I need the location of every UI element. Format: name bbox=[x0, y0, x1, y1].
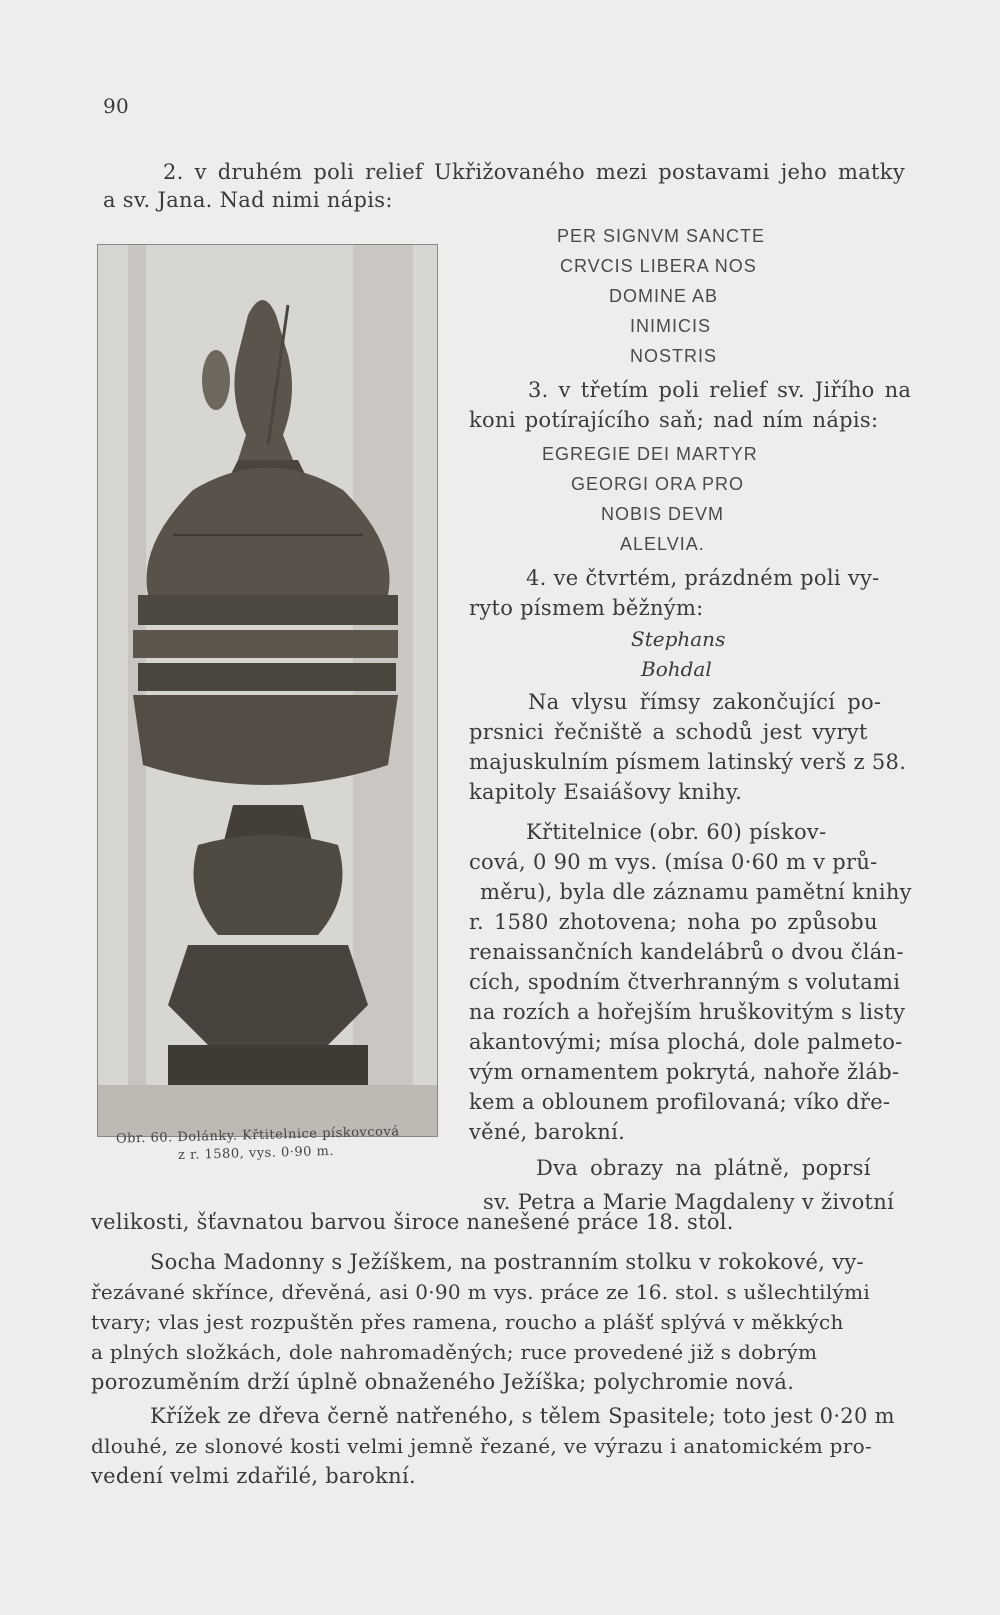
text-line: na rozích a hořejším hruškovitým s listy bbox=[469, 1000, 906, 1024]
text-line: cích, spodním čtverhranným s volutami bbox=[469, 970, 901, 994]
baptismal-font-photo bbox=[97, 244, 438, 1137]
text-line: porozuměním drží úplně obnaženého Ježíška; polychromie nová. bbox=[91, 1370, 795, 1394]
text-line: kem a oblounem profilovaná; víko dře- bbox=[469, 1090, 891, 1114]
inscription-line: INIMICIS bbox=[630, 316, 712, 336]
text-line: Na vlysu římsy zakončující po- bbox=[528, 690, 882, 714]
text-line: velikosti, šťavnatou barvou široce nanešené práce 18. stol. bbox=[91, 1210, 734, 1234]
text-line: r. 1580 zhotovena; noha po způsobu bbox=[469, 910, 878, 934]
signature-line: Stephans bbox=[631, 627, 726, 651]
text-line: a plných složkách, dole nahromaděných; ruce provedené již s dobrým bbox=[91, 1340, 818, 1364]
inscription-line: GEORGI ORA PRO bbox=[571, 474, 745, 494]
text-line: akantovými; mísa plochá, dole palmeto- bbox=[469, 1030, 903, 1054]
text-line: Křtitelnice (obr. 60) pískov- bbox=[526, 820, 827, 844]
figure-caption-line: Obr. 60. Dolánky. Křtitelnice pískovcová bbox=[115, 1124, 400, 1147]
inscription-line: EGREGIE DEI MARTYR bbox=[542, 444, 758, 464]
inscription-line: CRVCIS LIBERA NOS bbox=[560, 256, 757, 276]
text-line: Socha Madonny s Ježíškem, na postranním stolku v rokokové, vy- bbox=[150, 1250, 864, 1274]
page-number: 90 bbox=[103, 94, 130, 118]
text-line: cová, 0 90 m vys. (mísa 0·60 m v prů- bbox=[469, 850, 878, 874]
text-line: Křížek ze dřeva černě natřeného, s tělem Spasitele; toto jest 0·20 m bbox=[150, 1404, 895, 1428]
text-line: sv. Petra a Marie Magdaleny v životní bbox=[483, 1190, 895, 1214]
text-line: vedení velmi zdařilé, barokní. bbox=[91, 1464, 416, 1488]
text-line: vým ornamentem pokrytá, nahoře žláb- bbox=[469, 1060, 900, 1084]
figure-caption-line: z r. 1580, vys. 0·90 m. bbox=[177, 1143, 335, 1164]
inscription-line: ALELVIA. bbox=[620, 534, 705, 554]
text-line: 2. v druhém poli relief Ukřižovaného mezi postavami jeho matky bbox=[163, 160, 905, 184]
text-line: koni potírajícího saň; nad ním nápis: bbox=[469, 408, 879, 432]
inscription-line: NOSTRIS bbox=[630, 346, 718, 366]
text-line: měru), byla dle záznamu pamětní knihy bbox=[480, 880, 912, 904]
inscription-line: NOBIS DEVM bbox=[601, 504, 725, 524]
text-line: renaissančních kandelábrů o dvou člán- bbox=[469, 940, 904, 964]
text-line: řezávané skřínce, dřevěná, asi 0·90 m vys. práce ze 16. stol. s ušlechtilými bbox=[91, 1280, 871, 1304]
text-line: věné, barokní. bbox=[469, 1120, 626, 1144]
text-line: majuskulním písmem latinský verš z 58. bbox=[469, 750, 907, 774]
text-line: 3. v třetím poli relief sv. Jiřího na bbox=[528, 378, 912, 402]
text-line: kapitoly Esaiášovy knihy. bbox=[469, 780, 743, 804]
signature-line: Bohdal bbox=[641, 657, 712, 681]
inscription-line: PER SIGNVM SANCTE bbox=[557, 226, 766, 246]
inscription-line: DOMINE AB bbox=[609, 286, 719, 306]
text-line: a sv. Jana. Nad nimi nápis: bbox=[103, 188, 393, 212]
text-line: ryto písmem běžným: bbox=[469, 596, 704, 620]
text-line: 4. ve čtvrtém, prázdném poli vy- bbox=[526, 566, 880, 590]
text-line: prsnici řečniště a schodů jest vyryt bbox=[469, 720, 868, 744]
text-line: dlouhé, ze slonové kosti velmi jemně řezané, ve výrazu i anatomickém pro- bbox=[91, 1434, 873, 1458]
text-line: tvary; vlas jest rozpuštěn přes ramena, roucho a plášť splývá v měkkých bbox=[91, 1310, 844, 1334]
text-line: Dva obrazy na plátně, poprsí bbox=[536, 1156, 871, 1180]
